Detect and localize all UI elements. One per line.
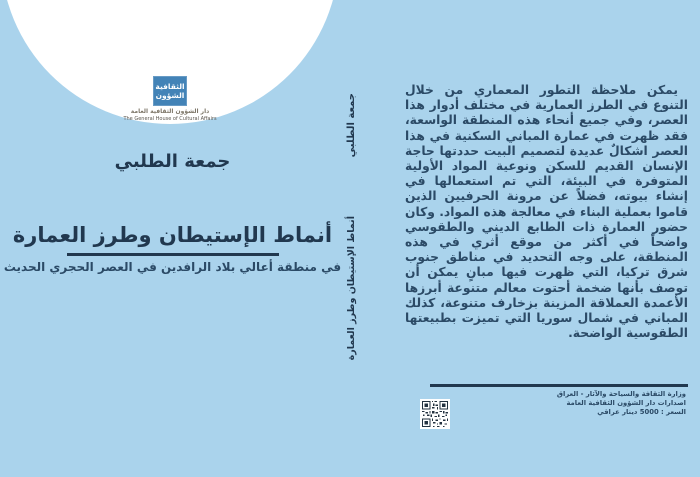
back-cover-rule [430,384,688,387]
stamp-word-bottom: الشؤون [155,91,185,101]
imprint-ministry-line: وزارة الثقافة والسياحة والآثار - العراق [556,390,686,398]
book-subtitle: في منطقة أعالي بلاد الرافدين في العصر الحجري الحديث [3,260,342,274]
spine-author-name: جمعة الطلبي [346,93,357,158]
publisher-name-arabic: دار الشؤون الثقافية العامة [130,108,210,116]
imprint-price-line: السعر : 5000 دينار عراقي [597,408,686,416]
imprint-publisher-line: اصدارات دار الشؤون الثقافية العامة [566,399,686,407]
qr-code-icon [420,399,450,429]
spine-book-title: أنماط الإستيطان وطرز العمارة [346,216,357,361]
publisher-name-english: The General House of Cultural Affairs [123,115,217,122]
author-name: جمعة الطلبي [114,151,231,172]
imprint-block [557,390,686,417]
publisher-stamp-icon [153,76,187,106]
stamp-word-top: الثقافية [155,82,185,91]
title-divider-rule [67,253,279,256]
back-cover-blurb: يمكن ملاحظة التطور المعماري من خلال التنوع في الطرز العمارية في مختلف أدوار هذا العصر، وفي جميع أنحاء هذه المنطقة الواسعة، فقد ظهرت في عمارة المباني السكنية في هذا العصر اشكالٌ عديدة لتصميم البيت حددتها حاجة الإنسان القديم للسكن ونوعية المواد الأولية المتوفرة في البيئة، التي تم استعمالها في إنشاء بيوته، فضلاً عن مرونة الحرفيين الذين قاموا بعملية البناء في معالجة هذه المواد. وكان حضور العمارة ذات الطابع الديني والطقوسي واضحاً في أكثر من موقع أثري في هذه المنطقة، على وجه التحديد في مناطق جنوب شرق تركيا، التي ظهرت فيها مبانٍ يمكن أن توصف بأنها ضخمة أحتوت معالم متنوعة أبرزها الأعمدة العملاقة المزينة بزخارف متنوعة، كذلك المباني في شمال سوريا التي تميزت بطبيعتها الطقوسية الواضحة. [405,83,688,341]
book-title: أنماط الإستيطان وطرز العمارة [12,223,333,247]
publisher-logo [110,74,230,122]
